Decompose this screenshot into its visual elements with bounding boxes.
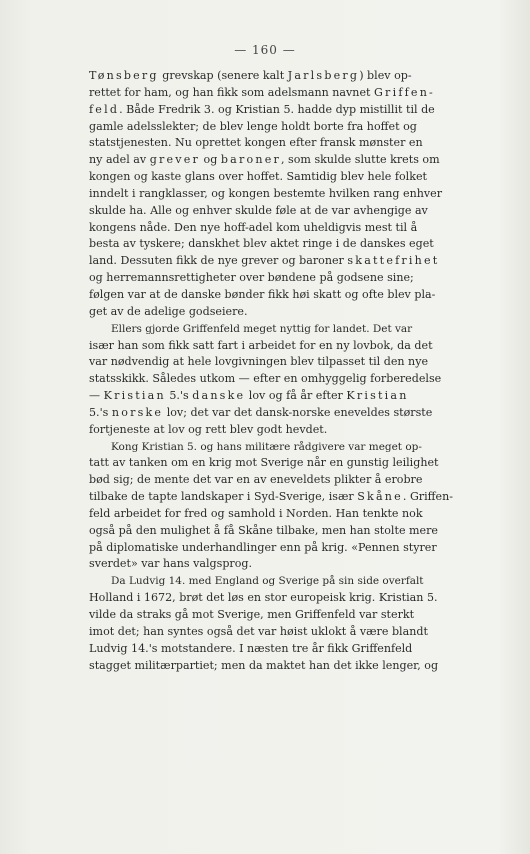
text-line xyxy=(89,556,482,573)
text-line xyxy=(89,573,482,590)
text-run: , som skulde slutte krets om xyxy=(280,153,440,167)
text-line xyxy=(89,658,482,675)
spaced-emphasis: grever xyxy=(149,153,201,167)
text-run: . Griffen- xyxy=(402,490,453,504)
text-line xyxy=(89,287,482,304)
text-line xyxy=(89,253,482,270)
text-run: kongen og kaste glans over hoffet. Samtidig blev hele folket xyxy=(89,170,427,184)
text-run: især han som fikk satt fart i arbeidet for en ny lovbok, da det xyxy=(89,338,433,352)
text-line xyxy=(89,304,482,321)
paragraph xyxy=(89,573,482,674)
spaced-emphasis: feld xyxy=(89,102,120,116)
text-line xyxy=(89,607,482,624)
text-line xyxy=(89,270,482,287)
text-run: lov; det var det dansk-norske eneveldes største xyxy=(163,405,433,419)
text-line xyxy=(89,102,482,119)
text-run: Ellers gjorde Griffenfeld meget nyttig for landet. Det var xyxy=(111,322,413,335)
text-line xyxy=(89,540,482,557)
text-line xyxy=(89,203,482,220)
text-line xyxy=(89,422,482,439)
text-line xyxy=(89,388,482,405)
text-run: besta av tyskere; danskhet blev aktet ringe i de danskes eget xyxy=(89,237,434,251)
text-run: Ludvig 14.'s motstandere. I næsten tre år fikk Griffenfeld xyxy=(89,641,413,655)
text-run: get av de adelige godseiere. xyxy=(89,304,248,318)
text-run: rettet for ham, og han fikk som adelsmann navnet xyxy=(89,85,374,99)
text-run: og xyxy=(200,153,221,167)
text-run: ) blev op- xyxy=(359,69,412,82)
spaced-emphasis: Kristian xyxy=(103,389,166,403)
text-run: gamle adelsslekter; de blev lenge holdt borte fra hoffet og xyxy=(89,119,417,133)
page-number: — 160 — xyxy=(234,43,296,57)
text-run: kongens nåde. Den nye hoff-adel kom uheldigvis mest til å xyxy=(89,220,418,234)
spaced-emphasis: Jarlsberg xyxy=(287,69,360,82)
text-run: var nødvendig at hele lovgivningen blev tilpasset til den nye xyxy=(89,355,429,369)
text-line xyxy=(89,85,482,102)
body-text xyxy=(89,68,482,674)
spaced-emphasis: baroner xyxy=(220,153,281,167)
text-run: tatt av tanken om en krig mot Sverige når en gunstig leilighet xyxy=(89,456,439,470)
text-run: Kong Kristian 5. og hans militære rådgivere var meget op- xyxy=(111,440,422,453)
text-run: imot det; han syntes også det var høist uklokt å være blandt xyxy=(89,624,428,638)
text-run: bød sig; de mente det var en av eneveldets plikter å erobre xyxy=(89,473,423,487)
text-run: fortjeneste at lov og rett blev godt hevdet. xyxy=(89,422,328,436)
text-run: lov og få år efter xyxy=(245,389,347,403)
text-line xyxy=(89,68,482,85)
text-run: Holland i 1672, brøt det løs en stor europeisk krig. Kristian 5. xyxy=(89,591,438,605)
text-run: 5.'s xyxy=(165,389,193,403)
text-run: tilbake de tapte landskaper i Syd-Sverige, især xyxy=(89,490,358,504)
paragraph xyxy=(89,68,482,321)
spaced-emphasis: Skåne xyxy=(357,490,403,504)
text-run: sverdet» var hans valgsprog. xyxy=(89,557,253,571)
spaced-emphasis: Kristian xyxy=(346,389,409,403)
text-line xyxy=(89,489,482,506)
text-line xyxy=(89,152,482,169)
text-run: — xyxy=(89,389,104,403)
text-line xyxy=(89,624,482,641)
text-line xyxy=(89,220,482,237)
text-line xyxy=(89,321,482,338)
text-line xyxy=(89,455,482,472)
text-line xyxy=(89,371,482,388)
spaced-emphasis: norske xyxy=(111,405,164,419)
text-line xyxy=(89,590,482,607)
text-line xyxy=(89,186,482,203)
spaced-emphasis: Tønsberg xyxy=(89,69,159,82)
spaced-emphasis: danske xyxy=(192,389,246,403)
text-run: på diplomatiske underhandlinger enn på krig. «Pennen styrer xyxy=(89,540,437,554)
text-line xyxy=(89,506,482,523)
text-run: stagget militærpartiet; men da maktet han det ikke lenger, og xyxy=(89,658,439,672)
text-line xyxy=(89,135,482,152)
text-run: også på den mulighet å få Skåne tilbake, men han stolte mere xyxy=(89,523,438,537)
text-line xyxy=(89,405,482,422)
text-run: inndelt i rangklasser, og kongen bestemte hvilken rang enhver xyxy=(89,186,443,200)
text-line xyxy=(89,169,482,186)
text-line xyxy=(89,472,482,489)
text-run: grevskap (senere kalt xyxy=(158,69,288,82)
text-run: Da Ludvig 14. med England og Sverige på sin side overfalt xyxy=(111,575,424,588)
text-run: statstjenesten. Nu oprettet kongen efter fransk mønster en xyxy=(89,136,423,150)
text-line xyxy=(89,641,482,658)
text-run: 5.'s xyxy=(89,405,112,419)
text-line xyxy=(89,236,482,253)
paragraph xyxy=(89,439,482,574)
text-run: statsskikk. Således utkom — efter en omhyggelig forberedelse xyxy=(89,372,442,386)
text-line xyxy=(89,439,482,456)
text-line xyxy=(89,354,482,371)
text-run: følgen var at de danske bønder fikk høi skatt og ofte blev pla- xyxy=(89,287,436,301)
text-run: og herremannsrettigheter over bøndene på godsene sine; xyxy=(89,271,414,285)
spaced-emphasis: skattefrihet xyxy=(347,254,440,268)
text-run: . Både Fredrik 3. og Kristian 5. hadde dyp mistillit til de xyxy=(119,102,435,116)
text-run: ny adel av xyxy=(89,153,150,167)
text-run: land. Dessuten fikk de nye grever og baroner xyxy=(89,254,348,268)
text-run: vilde da straks gå mot Sverige, men Griffenfeld var sterkt xyxy=(89,608,415,621)
text-run: skulde ha. Alle og enhver skulde føle at de var avhengige av xyxy=(89,203,428,217)
paragraph xyxy=(89,321,482,439)
text-line xyxy=(89,119,482,136)
text-run: feld arbeidet for fred og samhold i Norden. Han tenkte nok xyxy=(89,506,423,520)
spaced-emphasis: Griffen- xyxy=(374,85,435,99)
text-line xyxy=(89,338,482,355)
text-line xyxy=(89,523,482,540)
